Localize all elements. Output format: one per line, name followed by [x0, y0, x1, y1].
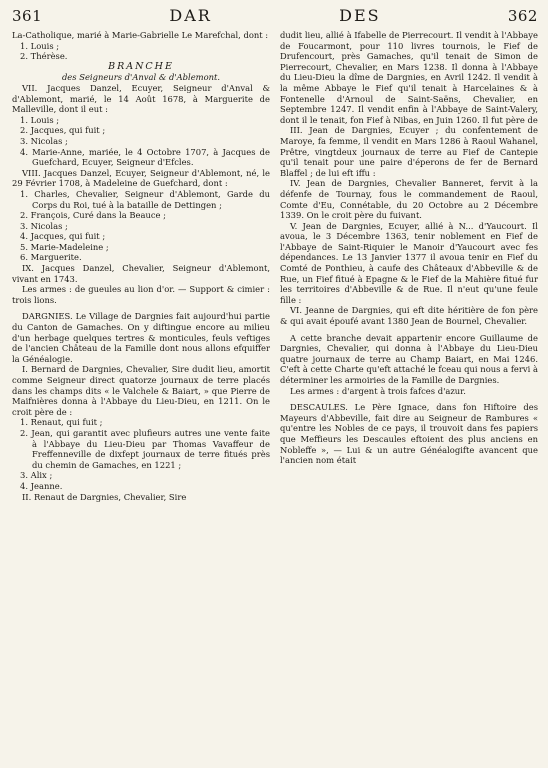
paragraph: I. Bernard de Dargnies, Chevalier, Sire dudit lieu, amortit comme Seigneur direct quatorze journaux de terre placés dans les champs dits « le Valchele & Baiart, » que Pierre de Maifnières donna à l'Abbaye du Lieu-Dieu, en 1211. On le croit père de : [12, 364, 270, 417]
paragraph: III. Jean de Dargnies, Ecuyer ; du confentement de Maroye, fa femme, il vendit en Mars 1286 à Raoul Wahanel, Prêtre, vingtdeux journaux de terre au Fief de Cantepie qu'il tenait pour une paire d'éperons de fer de Bernard Blaffel ; de lui eft iffu : [280, 125, 538, 178]
list-item: 2. Jean, qui garantit avec plufieurs autres une vente faite à l'Abbaye du Lieu-Dieu par Thomas Vavaffeur de Freffenneville de dixfept journaux de terre fitués près du chemin de Gamaches, en 1221 ; [20, 427, 270, 470]
list-item: 3. Nicolas ; [20, 220, 68, 231]
columns [12, 30, 538, 502]
list-item: 3. Alix ; [20, 470, 53, 481]
running-head-left: DAR [169, 6, 212, 25]
list-item: 3. Nicolas ; [20, 135, 68, 146]
paragraph: VII. Jacques Danzel, Ecuyer, Seigneur d'Anval & d'Ablemont, marié, le 14 Août 1678, à Marguerite de Malleville, dont il eut : [12, 82, 270, 115]
paragraph: IX. Jacques Danzel, Chevalier, Seigneur d'Ablemont, vivant en 1743. [12, 263, 270, 284]
section-heading: BRANCHE [108, 60, 174, 72]
list-item: 2. Jacques, qui fuit ; [20, 125, 106, 136]
list-item: 6. Marguerite. [20, 252, 82, 263]
list-item: 1. Louis ; [20, 114, 60, 125]
paragraph: VI. Jeanne de Dargnies, qui eft dite héritière de fon père & qui avait époufé avant 1380 Jean de Bournel, Chevalier. [280, 305, 538, 327]
paragraph: IV. Jean de Dargnies, Chevalier Banneret, fervit à la défenfe de Tournay, fous le commandement de Raoul, Comte d'Eu, Connétable, du 20 Octobre au 2 Décembre 1339. On le croit père du fuivant. [280, 178, 538, 221]
paragraph: Les armes : d'argent à trois fafces d'azur. [290, 385, 466, 396]
list-item: 1. Renaut, qui fuit ; [20, 417, 103, 428]
list-item: 4. Jeanne. [20, 480, 63, 491]
entry-paragraph: DARGNIES. Le Village de Dargnies fait aujourd'hui partie du Canton de Gamaches. On y diftingue encore au milieu d'un herbage quelques tertres & monticules, feuls veftiges de l'ancien Château de la Famille dont nous allons efquiffer la Généalogie. [12, 311, 270, 364]
page-header [12, 6, 538, 28]
running-head-right: DES [339, 6, 381, 25]
paragraph: VIII. Jacques Danzel, Ecuyer, Seigneur d'Ablemont, né, le 29 Février 1708, à Madeleine de Guefchard, dont : [12, 167, 270, 189]
list-item: 4. Jacques, qui fuit ; [20, 231, 106, 242]
entry-paragraph: DESCAULES. Le Père Ignace, dans fon Hiftoire des Mayeurs d'Abbeville, fait dire au Seigneur de Rambures « qu'entre les Nobles de ce pays, il trouvoit dans fes papiers que Meffieurs les Descaules eftoient des plus anciens en Nobleffe », — Lui & un autre Généalogifte avancent que l'ancien nom était [280, 402, 538, 466]
paragraph: A cette branche devait appartenir encore Guillaume de Dargnies, Chevalier, qui donna à l'Abbaye du Lieu-Dieu quatre journaux de terre au Champ Baiart, en Mai 1246. C'eft à cette Charte qu'eft attaché le fceau qui nous a fervi à déterminer les armoiries de la Famille de Dargnies. [280, 332, 538, 385]
list-item: 2. François, Curé dans la Beauce ; [20, 210, 166, 221]
list-item: 1. Charles, Chevalier, Seigneur d'Ablemont, Garde du Corps du Roi, tué à la bataille de Dettingen ; [20, 188, 270, 210]
left-column [12, 30, 270, 502]
paragraph: V. Jean de Dargnies, Ecuyer, allié à N... d'Yaucourt. Il avoua, le 3 Décembre 1363, tenir noblement en Fief de l'Abbaye de Saint-Riquier le Manoir d'Yaucourt avec fes dépendances. Le 13 Janvier 1377 il avoua tenir en Fief du Comté de Ponthieu, à caufe des Châteaux d'Abbeville & de Rue, un Fief fitué à Epagne & le Fief de la Mahière fitué fur les territoires d'Abbeville & de Rue. Il n'eut qu'une feule fille : [280, 220, 538, 305]
paragraph: La-Catholique, marié à Marie-Gabrielle Le Marefchal, dont : [12, 30, 269, 40]
section-subheading: des Seigneurs d'Anval & d'Ablemont. [61, 72, 221, 83]
list-item: 1. Louis ; [20, 40, 60, 51]
page-number-right: 362 [507, 7, 538, 25]
paragraph: Les armes : de gueules au lion d'or. — Support & cimier : trois lions. [12, 284, 270, 305]
paragraph: II. Renaut de Dargnies, Chevalier, Sire [22, 491, 187, 502]
right-column [280, 30, 538, 502]
list-item: 4. Marie-Anne, mariée, le 4 Octobre 1707, à Jacques de Guefchard, Ecuyer, Seigneur d'Efcles. [20, 146, 270, 168]
list-item: 2. Thérèse. [20, 51, 68, 62]
list-item: 5. Marie-Madeleine ; [20, 241, 109, 252]
paragraph: dudit lieu, allié à Ifabelle de Pierrecourt. Il vendit à l'Abbaye de Foucarmont, pour 110 livres tournois, le Fief de Drufencourt, près Gamaches, qu'il tenait de Simon de Pierrecourt, Chevalier, en Mars 1238. Il donna à l'Abbaye du Lieu-Dieu la dîme de Dargnies, en Avril 1242. Il vendit à la même Abbaye le Fief qu'il tenait à Harcelaines & à Fontenelle d'Arnoul de Saint-Saëns, Chevalier, en Septembre 1247. Il vendit enfin à l'Abbaye de Saint-Valery, dont il le tenait, fon Fief à Nibas, en Juin 1260. Il fut père de [280, 30, 538, 125]
page-number-left: 361 [12, 7, 43, 25]
